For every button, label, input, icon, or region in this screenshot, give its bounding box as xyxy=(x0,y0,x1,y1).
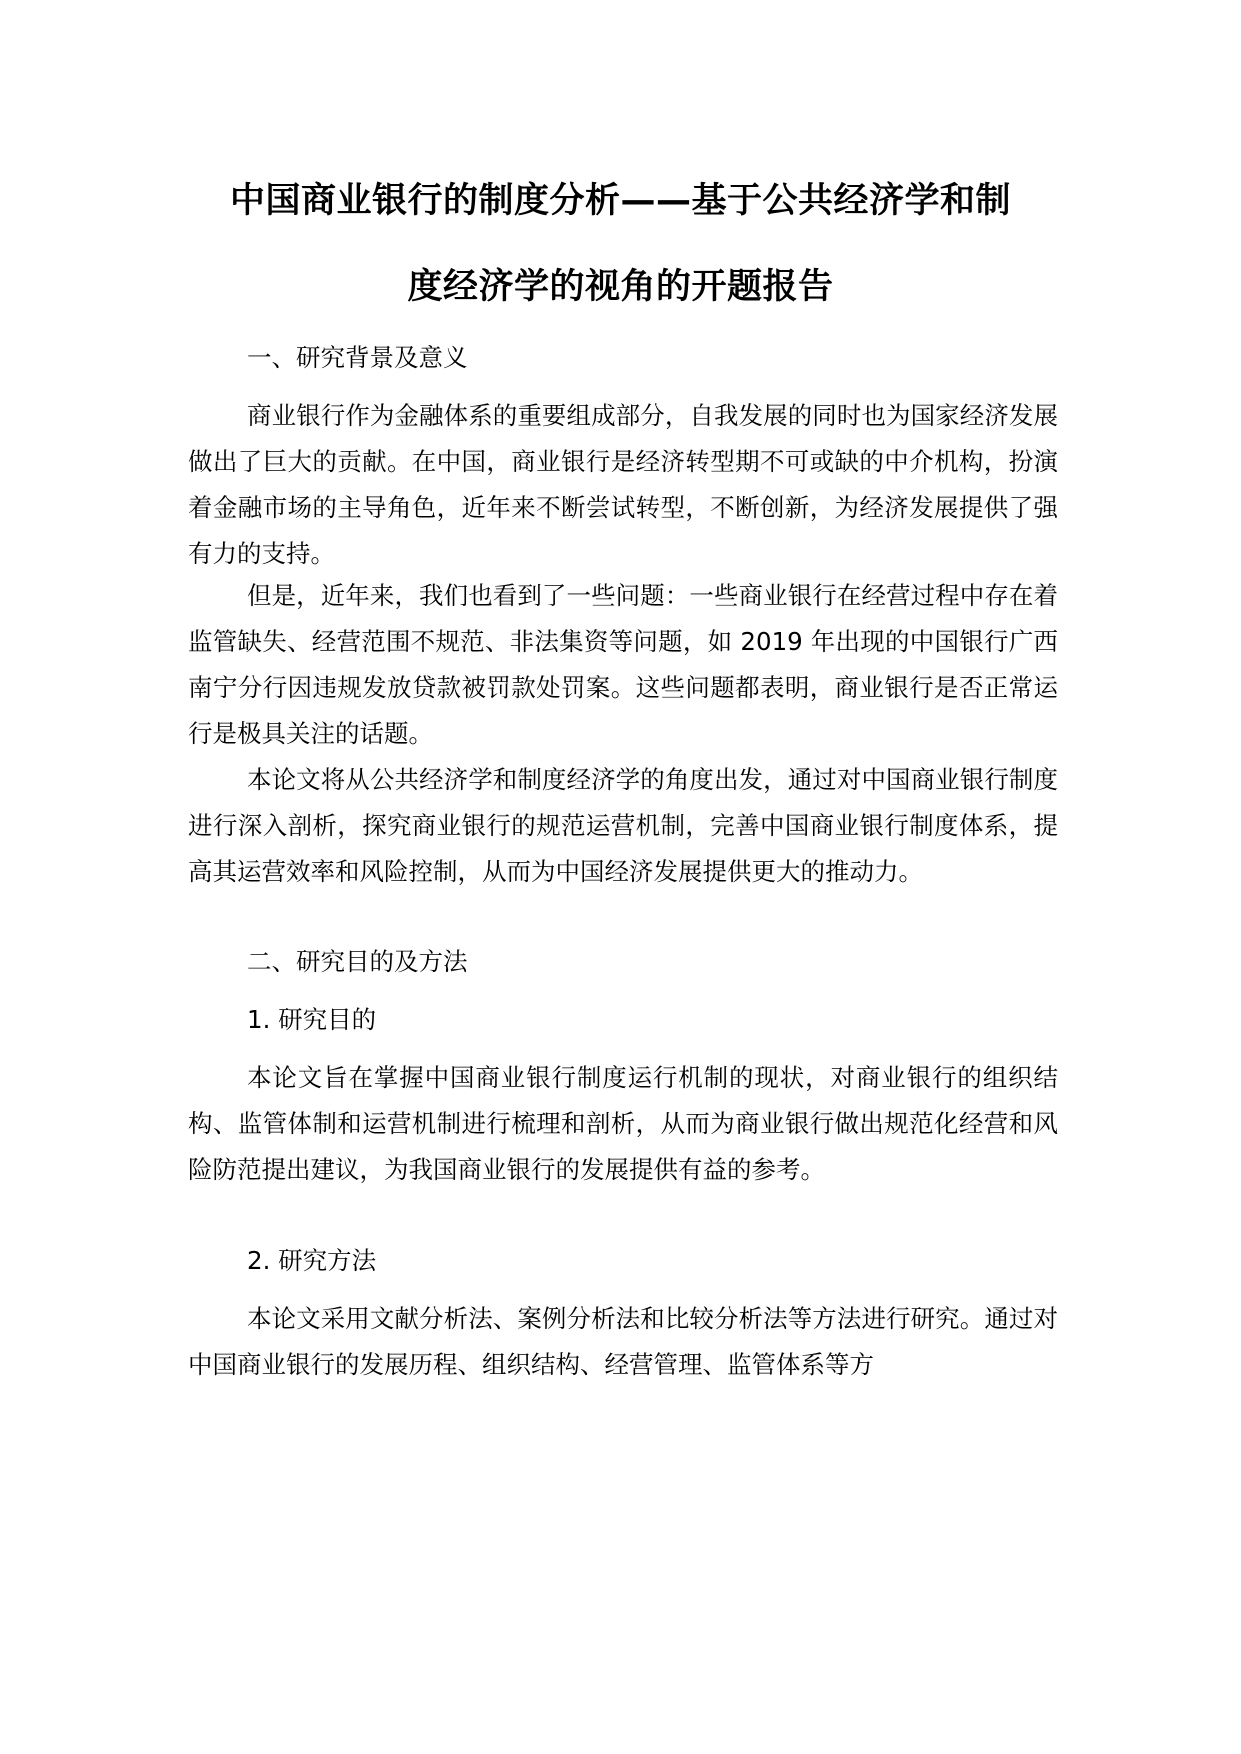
paragraph-3-text: 本论文将从公共经济学和制度经济学的角度出发，通过对中国商业银行制度进行深入剖析，探究商业银行的规范运营机制，完善中国商业银行制度体系，提高其运营效率和风险控制，从而为中国经济发展提供更大的推动力。 xyxy=(188,765,1058,886)
paragraph-5 xyxy=(188,1296,1058,1388)
paragraph-3 xyxy=(188,757,1058,895)
document-title-line-1: 中国商业银行的制度分析——基于公共经济学和制 xyxy=(229,181,1011,221)
paragraph-4-text: 本论文旨在掌握中国商业银行制度运行机制的现状，对商业银行的组织结构、监管体制和运营机制进行梳理和剖析，从而为商业银行做出规范化经营和风险防范提出建议，为我国商业银行的发展提供有益的参考。 xyxy=(188,1063,1058,1184)
paragraph-2-text: 但是，近年来，我们也看到了一些问题：一些商业银行在经营过程中存在着监管缺失、经营范围不规范、非法集资等问题，如 2019 年出现的中国银行广西南宁分行因违规发放贷款被罚款处罚案。这些问题都表明，商业银行是否正常运行是极具关注的话题。 xyxy=(188,581,1058,748)
subsection-1-heading: 1. 研究目的 xyxy=(247,1005,377,1034)
paragraph-2 xyxy=(188,573,1058,757)
section-1-heading: 一、研究背景及意义 xyxy=(247,343,468,372)
paragraph-5-text: 本论文采用文献分析法、案例分析法和比较分析法等方法进行研究。通过对中国商业银行的发展历程、组织结构、经营管理、监管体系等方 xyxy=(188,1304,1058,1379)
document-title-line-2: 度经济学的视角的开题报告 xyxy=(407,267,834,307)
paragraph-4 xyxy=(188,1055,1058,1193)
subsection-2-heading: 2. 研究方法 xyxy=(247,1246,377,1275)
paragraph-1-text: 商业银行作为金融体系的重要组成部分，自我发展的同时也为国家经济发展做出了巨大的贡献。在中国，商业银行是经济转型期不可或缺的中介机构，扮演着金融市场的主导角色，近年来不断尝试转型，不断创新，为经济发展提供了强有力的支持。 xyxy=(188,401,1058,568)
section-2-heading: 二、研究目的及方法 xyxy=(247,947,468,976)
paragraph-1 xyxy=(188,393,1058,577)
